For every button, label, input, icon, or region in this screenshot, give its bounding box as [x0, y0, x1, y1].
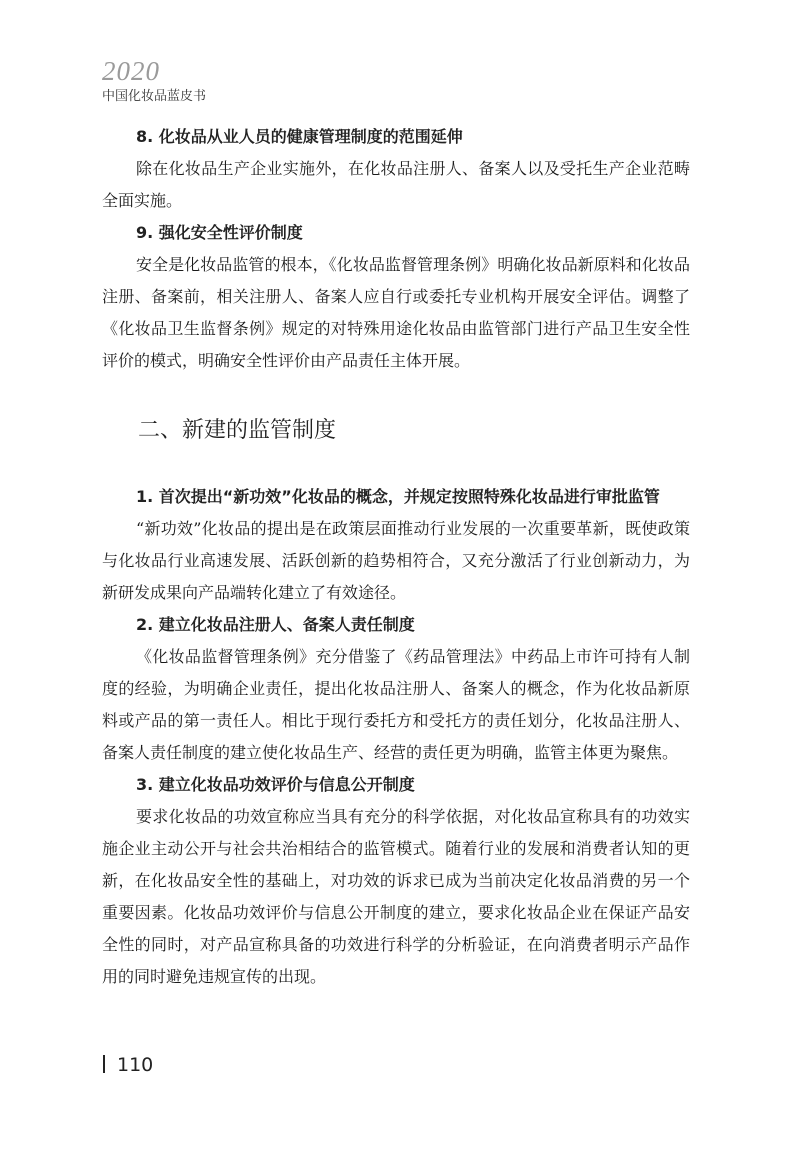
- subheading-new-1: 1. 首次提出“新功效”化妆品的概念，并规定按照特殊化妆品进行审批监管: [136, 487, 660, 506]
- running-header: [102, 56, 206, 106]
- footer-divider: [103, 1055, 105, 1073]
- subheading-9: 9. 强化安全性评价制度: [136, 223, 303, 242]
- page-body: [102, 121, 690, 993]
- subheading-new-3: 3. 建立化妆品功效评价与信息公开制度: [136, 775, 415, 794]
- header-book-title: 中国化妆品蓝皮书: [102, 89, 207, 104]
- page-number: 110: [117, 1054, 154, 1076]
- section-title: 二、新建的监管制度: [138, 418, 337, 443]
- paragraph-9: 安全是化妆品监管的根本，《化妆品监督管理条例》明确化妆品新原料和化妆品注册、备案前，相关注册人、备案人应自行或委托专业机构开展安全评估。调整了《化妆品卫生监督条例》规定的对特殊用途化妆品由监管部门进行产品卫生安全性评价的模式，明确安全性评价由产品责任主体开展。: [102, 255, 690, 370]
- subheading-new-2: 2. 建立化妆品注册人、备案人责任制度: [136, 615, 415, 634]
- paragraph-8: 除在化妆品生产企业实施外，在化妆品注册人、备案人以及受托生产企业范畴全面实施。: [102, 159, 690, 210]
- paragraph-new-1: “新功效”化妆品的提出是在政策层面推动行业发展的一次重要革新，既使政策与化妆品行业高速发展、活跃创新的趋势相符合，又充分激活了行业创新动力，为新研发成果向产品端转化建立了有效途径。: [102, 519, 690, 602]
- paragraph-new-2: 《化妆品监督管理条例》充分借鉴了《药品管理法》中药品上市许可持有人制度的经验，为明确企业责任，提出化妆品注册人、备案人的概念，作为化妆品新原料或产品的第一责任人。相比于现行委托方和受托方的责任划分，化妆品注册人、备案人责任制度的建立使化妆品生产、经营的责任更为明确，监管主体更为聚焦。: [102, 647, 690, 762]
- subheading-8: 8. 化妆品从业人员的健康管理制度的范围延伸: [136, 127, 463, 146]
- header-year: 2020: [102, 56, 160, 86]
- page-footer: [103, 1054, 153, 1076]
- paragraph-new-3: 要求化妆品的功效宣称应当具有充分的科学依据，对化妆品宣称具有的功效实施企业主动公开与社会共治相结合的监管模式。随着行业的发展和消费者认知的更新，在化妆品安全性的基础上，对功效的诉求已成为当前决定化妆品消费的另一个重要因素。化妆品功效评价与信息公开制度的建立，要求化妆品企业在保证产品安全性的同时，对产品宣称具备的功效进行科学的分析验证，在向消费者明示产品作用的同时避免违规宣传的出现。: [102, 807, 690, 986]
